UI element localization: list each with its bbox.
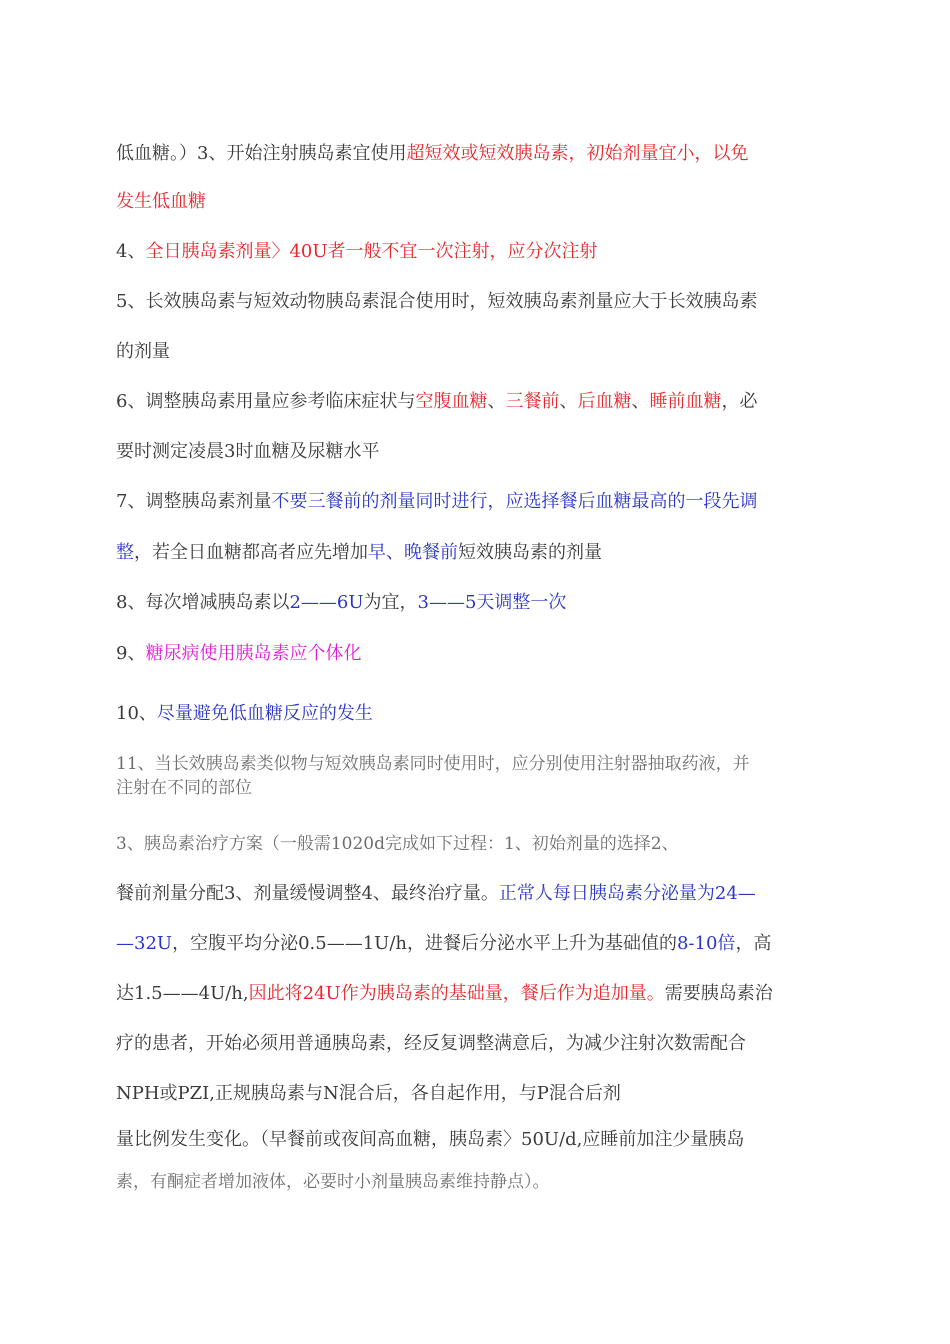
text-line	[116, 1128, 836, 1152]
text-line	[116, 340, 836, 364]
text-line	[116, 142, 836, 166]
text-segment: 10、	[116, 703, 157, 724]
text-segment: 要时测定凌晨3时血糖及尿糖水平	[116, 441, 380, 462]
text-segment: 三餐前	[505, 391, 560, 412]
text-segment: 尽量避免低血糖反应的发生	[156, 703, 373, 724]
text-line	[116, 591, 836, 615]
text-segment: 空腹血糖	[415, 391, 488, 412]
text-segment: 达1.5——4U/h,	[116, 983, 249, 1004]
text-segment: 超短效或短效胰岛素，初始剂量宜小，以免	[406, 143, 749, 164]
text-segment: 早、晚餐前	[368, 542, 458, 563]
text-line	[116, 982, 836, 1006]
text-segment: 疗的患者，开始必须用普通胰岛素，经反复调整满意后，为减少注射次数需配合	[116, 1033, 746, 1054]
text-segment: 短效胰岛素的剂量	[458, 542, 602, 563]
text-segment: —32U	[116, 933, 173, 954]
text-segment: 9、	[116, 643, 146, 664]
text-segment: ，空腹平均分泌0.5——1U/h，进餐后分泌水平上升为基础值的	[172, 933, 677, 954]
text-line	[116, 190, 836, 214]
text-segment: 量比例发生变化。（早餐前或夜间高血糖，胰岛素〉50U/d,应睡前加注少量胰岛	[116, 1129, 745, 1150]
text-segment: 注射在不同的部位	[116, 778, 252, 798]
text-line	[116, 390, 836, 414]
text-segment: 8、每次增减胰岛素以	[116, 592, 290, 613]
text-segment: 正常人每日胰岛素分泌量为24—	[498, 883, 756, 904]
text-segment: 的剂量	[116, 341, 170, 362]
text-segment: 不要三餐前的剂量同时进行，应选择餐后血糖最高的一段先调	[271, 491, 758, 512]
text-line	[116, 882, 836, 906]
text-segment: 需要胰岛素治	[664, 983, 773, 1004]
text-segment: 睡前血糖	[649, 391, 722, 412]
text-segment: 、	[631, 391, 650, 412]
text-line	[116, 1082, 836, 1106]
text-segment: 5、长效胰岛素与短效动物胰岛素混合使用时，短效胰岛素剂量应大于长效胰岛素	[116, 291, 758, 312]
text-segment: 为宜，	[363, 592, 418, 613]
text-segment: 糖尿病使用胰岛素应个体化	[145, 643, 362, 664]
text-segment: 4、	[116, 241, 146, 262]
text-segment: 7、调整胰岛素剂量	[116, 491, 272, 512]
text-segment: 全日胰岛素剂量〉40U者一般不宜一次注射，应分次注射	[145, 241, 598, 262]
text-line	[116, 240, 836, 264]
text-line	[116, 490, 836, 514]
text-segment: 2——6U	[289, 592, 364, 613]
text-line	[116, 832, 836, 856]
text-segment: 8-10倍	[676, 933, 736, 954]
text-line	[116, 642, 836, 666]
text-segment: 3——5天调整一次	[417, 592, 567, 613]
text-segment: 整	[116, 542, 134, 563]
text-segment: ，若全日血糖都高者应先增加	[134, 542, 368, 563]
text-segment: 11、当长效胰岛素类似物与短效胰岛素同时使用时，应分别使用注射器抽取药液，并	[116, 754, 750, 774]
text-line	[116, 440, 836, 464]
text-segment: 低血糖。）3、开始注射胰岛素宜使用	[116, 143, 407, 164]
text-line	[116, 752, 836, 776]
text-line	[116, 932, 836, 956]
text-segment: 、	[559, 391, 578, 412]
text-segment: 3、胰岛素治疗方案（一般需1020d完成如下过程：1、初始剂量的选择2、	[116, 834, 679, 854]
text-segment: 6、调整胰岛素用量应参考临床症状与	[116, 391, 416, 412]
text-segment: 发生低血糖	[116, 191, 206, 212]
text-line	[116, 776, 836, 800]
text-segment: 餐前剂量分配3、剂量缓慢调整4、最终治疗量。	[116, 883, 499, 904]
text-segment: 素，有酮症者增加液体，必要时小剂量胰岛素维持静点）。	[116, 1172, 550, 1192]
text-line	[116, 290, 836, 314]
text-line	[116, 1032, 836, 1056]
text-segment: NPH或PZI,正规胰岛素与N混合后，各自起作用，与P混合后剂	[116, 1083, 621, 1104]
text-line	[116, 702, 836, 726]
text-line	[116, 1170, 836, 1194]
text-segment: ，必	[721, 391, 758, 412]
text-segment: 、	[487, 391, 506, 412]
text-segment: 因此将24U作为胰岛素的基础量，餐后作为追加量。	[248, 983, 665, 1004]
text-line	[116, 541, 836, 565]
text-segment: ，高	[735, 933, 772, 954]
text-segment: 后血糖	[577, 391, 632, 412]
